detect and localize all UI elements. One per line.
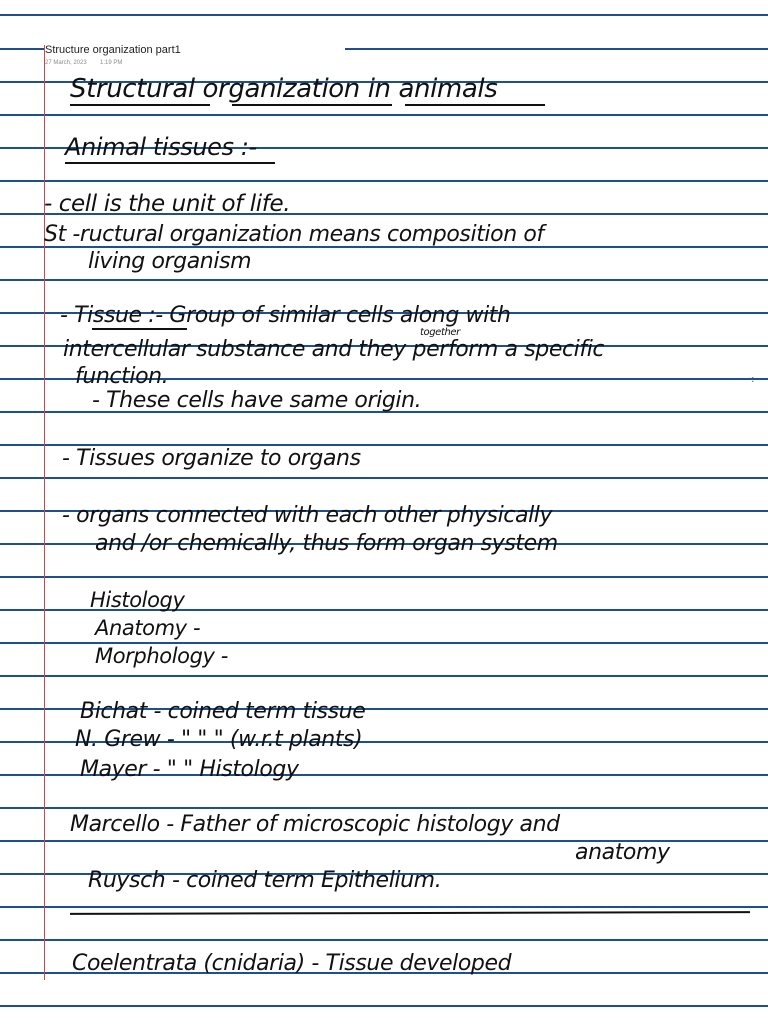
line-structural-2: living organism [88, 249, 252, 274]
heading-underline-3 [405, 104, 545, 106]
heading: Structural organization in animals [70, 74, 498, 104]
note-time: 1:19 PM [100, 60, 123, 66]
subheading: Animal tissues :- [65, 133, 257, 161]
note-date: 27 March, 2023 [45, 60, 87, 66]
line-system-1: - organs connected with each other physically [62, 503, 553, 528]
line-cell-unit: - cell is the unit of life. [44, 191, 291, 217]
term-anatomy: Anatomy - [95, 616, 201, 640]
line-marcello-2: anatomy [575, 840, 670, 865]
tissue-underline [92, 328, 187, 330]
term-histology: Histology [90, 588, 185, 612]
line-organs: - Tissues organize to organs [62, 446, 361, 471]
margin-line [44, 45, 45, 980]
heading-underline-1 [70, 104, 210, 106]
line-mayer: Mayer - " " Histology [80, 757, 299, 782]
heading-underline-2 [232, 104, 392, 106]
line-structural-1: St -ructural organization means composition of [44, 222, 544, 247]
line-ruysch: Ruysch - coined term Epithelium. [88, 868, 442, 893]
ink-dots: ·: [748, 374, 755, 385]
line-tissue-1: - Tissue :- Group of similar cells along with [60, 303, 511, 328]
subheading-underline [65, 162, 275, 164]
note-title: Structure organization part1 [45, 44, 181, 56]
line-marcello-1: Marcello - Father of microscopic histology and [70, 812, 560, 837]
line-coelentrata: Coelentrata (cnidaria) - Tissue developed [72, 951, 512, 976]
line-tissue-2: intercellular substance and they perform a specific [63, 337, 605, 362]
term-morphology: Morphology - [95, 644, 228, 668]
line-tissue-3: function. [75, 364, 169, 389]
note-together: together [420, 327, 460, 338]
line-tissue-4: - These cells have same origin. [92, 388, 422, 413]
line-bichat: Bichat - coined term tissue [80, 699, 366, 724]
section-rule [70, 911, 750, 915]
line-system-2: and /or chemically, thus form organ system [95, 531, 558, 556]
line-grew: N. Grew - " " " (w.r.t plants) [75, 727, 363, 752]
note-header [45, 44, 345, 70]
